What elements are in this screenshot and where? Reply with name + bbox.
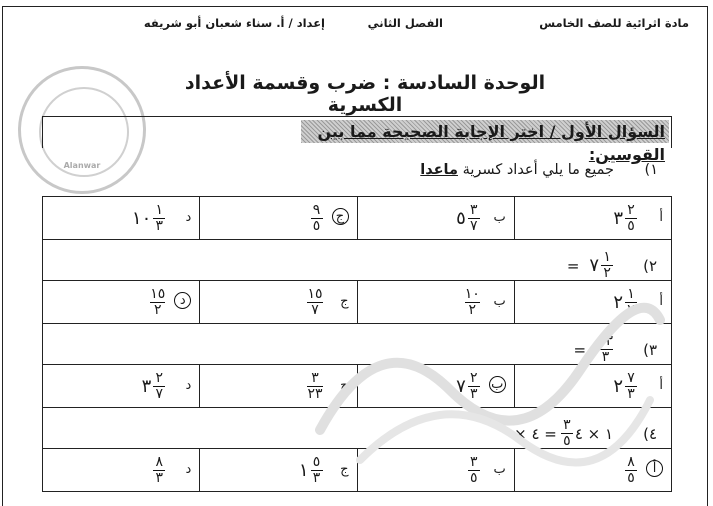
question-title-box [42,116,672,164]
option-letter: ب [493,210,506,225]
option-letter: أ [659,210,663,225]
option-value: ٧ $\frac{٢}{٣}$ [456,368,480,404]
q2-option-1[interactable] [514,281,671,324]
option-value: ٢ $\frac{١}{٧}$ [613,284,637,320]
school-stamp-logo: Alanwar [18,66,146,194]
option-letter: ج [340,378,349,393]
q1-option-1[interactable] [514,197,671,240]
q3-option-1[interactable] [514,365,671,408]
q1-option-2[interactable] [357,197,514,240]
question-4-number: ٤) [643,424,657,443]
option-value: $\frac{١٥}{٧}$ [307,285,323,318]
option-value: $\frac{١٠}{٢}$ [464,285,480,318]
q1-option-3[interactable] [200,197,357,240]
question-1-stem [42,160,672,186]
option-letter: ج [340,294,349,309]
question-title: السؤال الأول / اختر الإجابة الصحيحة مما بين القوسين: [301,120,669,143]
q4-option-2[interactable] [357,449,514,492]
q4-option-4[interactable] [43,449,200,492]
question-3-stem: ٣) = $\frac{٢٣}{٣}$ [573,333,657,365]
option-letter: أ [659,294,663,309]
q2-stem-row [43,240,672,281]
question-1-number: ١) [644,162,658,178]
header-author: إعداد / أ. سناء شعبان أبو شريفه [143,16,325,30]
q2-option-4[interactable] [43,281,200,324]
question-4-stem: ٤) × ٤ = $\frac{٣}{٥}$ ١ × ٤ [514,417,657,449]
option-value: ٥ $\frac{٣}{٧}$ [456,200,480,236]
header-subject: مادة اثرائية للصف الخامس [539,16,689,30]
option-letter: د [185,378,192,393]
option-letter: ج [340,462,349,477]
question-1-text: جميع ما يلي أعداد كسرية ماعدا [420,162,614,178]
option-value: ١ $\frac{٥}{٣}$ [299,452,323,488]
question-2-stem: ٢) = ٧ $\frac{١}{٢}$ [566,249,657,281]
circled-option-letter: د [174,292,191,309]
q3-option-2[interactable] [357,365,514,408]
question-3-number: ٣) [643,340,657,359]
q2-options-row [43,281,672,324]
q4-option-1[interactable] [514,449,671,492]
header-semester: الفصل الثاني [367,16,443,30]
unit-title: الوحدة السادسة : ضرب وقسمة الأعداد الكسرية [184,72,546,116]
q2-option-2[interactable] [357,281,514,324]
q1-options-row [43,197,672,240]
circled-option-letter: ج [332,208,349,225]
option-letter: د [185,210,192,225]
q2-option-3[interactable] [200,281,357,324]
document-header [0,14,713,36]
option-value: $\frac{٨}{٣}$ [153,452,165,488]
option-letter: د [185,462,192,477]
option-value: $\frac{٩}{٥}$ [311,200,323,236]
question-2-number: ٢) [643,256,657,275]
option-value: ١٠ $\frac{١}{٣}$ [132,200,165,236]
q3-option-3[interactable] [200,365,357,408]
circled-option-letter: ب [489,376,506,393]
option-letter: ب [493,294,506,309]
q4-stem-row [43,408,672,449]
option-value: $\frac{٨}{٥}$ [625,452,637,488]
option-value: ٣ $\frac{٢}{٥}$ [613,200,637,236]
q1-option-4[interactable] [43,197,200,240]
option-value: ٢ $\frac{٧}{٣}$ [613,368,637,404]
question-1-emphasis: ماعدا [420,162,458,178]
q3-option-4[interactable] [43,365,200,408]
option-value: $\frac{٣}{٥}$ [468,452,480,488]
option-letter: أ [659,378,663,393]
answer-grid [42,196,672,492]
option-value: ٣ $\frac{٢}{٧}$ [142,368,166,404]
option-value: $\frac{١٥}{٢}$ [150,285,166,318]
q4-option-3[interactable] [200,449,357,492]
q3-options-row [43,365,672,408]
option-letter: ب [493,462,506,477]
option-value: $\frac{٣}{٢٣}$ [307,369,323,402]
q3-stem-row [43,324,672,365]
q4-options-row [43,449,672,492]
circled-option-letter: أ [646,460,663,477]
